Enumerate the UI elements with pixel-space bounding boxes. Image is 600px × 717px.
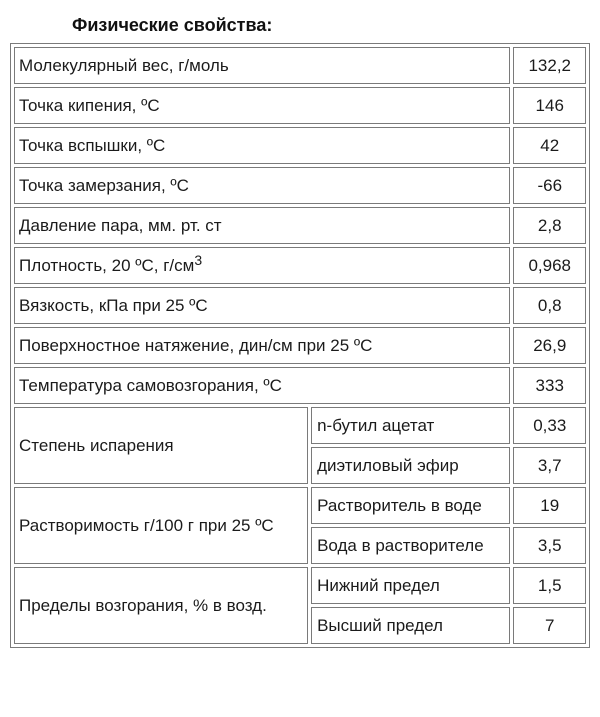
table-row xyxy=(14,47,586,84)
table-row xyxy=(14,127,586,164)
property-label: Молекулярный вес, г/моль xyxy=(14,47,510,84)
property-label: Давление пара, мм. рт. ст xyxy=(14,207,510,244)
property-value: 0,968 xyxy=(513,247,586,284)
property-value: 1,5 xyxy=(513,567,586,604)
property-value: -66 xyxy=(513,167,586,204)
table-row xyxy=(14,567,586,604)
sub-property-label: Высший предел xyxy=(311,607,510,644)
property-value: 2,8 xyxy=(513,207,586,244)
group-label: Растворимость г/100 г при 25 ºС xyxy=(14,487,308,564)
property-label: Точка кипения, ºС xyxy=(14,87,510,124)
property-value: 26,9 xyxy=(513,327,586,364)
sub-property-label: n-бутил ацетат xyxy=(311,407,510,444)
table-row xyxy=(14,367,586,404)
property-label: Точка вспышки, ºС xyxy=(14,127,510,164)
property-label: Точка замерзания, ºС xyxy=(14,167,510,204)
table-row xyxy=(14,87,586,124)
sub-property-label: Нижний предел xyxy=(311,567,510,604)
page-title: Физические свойства: xyxy=(72,15,273,35)
property-value: 19 xyxy=(513,487,586,524)
property-label: Вязкость, кПа при 25 ºС xyxy=(14,287,510,324)
table-row xyxy=(14,327,586,364)
table-row xyxy=(14,487,586,524)
table-row xyxy=(14,167,586,204)
property-label-text: Плотность, 20 ºС, г/см xyxy=(19,255,195,275)
group-label: Степень испарения xyxy=(14,407,308,484)
property-value: 42 xyxy=(513,127,586,164)
group-label: Пределы возгорания, % в возд. xyxy=(14,567,308,644)
property-label: Температура самовозгорания, ºС xyxy=(14,367,510,404)
property-label: Поверхностное натяжение, дин/см при 25 ºС xyxy=(14,327,510,364)
sub-property-label: Вода в растворителе xyxy=(311,527,510,564)
property-value: 0,8 xyxy=(513,287,586,324)
property-value: 3,5 xyxy=(513,527,586,564)
table-row xyxy=(14,407,586,444)
property-label xyxy=(14,247,510,284)
superscript: 3 xyxy=(194,251,203,268)
table-row xyxy=(14,247,586,284)
property-value: 0,33 xyxy=(513,407,586,444)
table-row xyxy=(14,207,586,244)
sub-property-label: Растворитель в воде xyxy=(311,487,510,524)
physical-properties-table xyxy=(10,43,590,648)
sub-property-label: диэтиловый эфир xyxy=(311,447,510,484)
property-value: 7 xyxy=(513,607,586,644)
property-value: 3,7 xyxy=(513,447,586,484)
property-value: 146 xyxy=(513,87,586,124)
property-value: 132,2 xyxy=(513,47,586,84)
table-row xyxy=(14,287,586,324)
property-value: 333 xyxy=(513,367,586,404)
